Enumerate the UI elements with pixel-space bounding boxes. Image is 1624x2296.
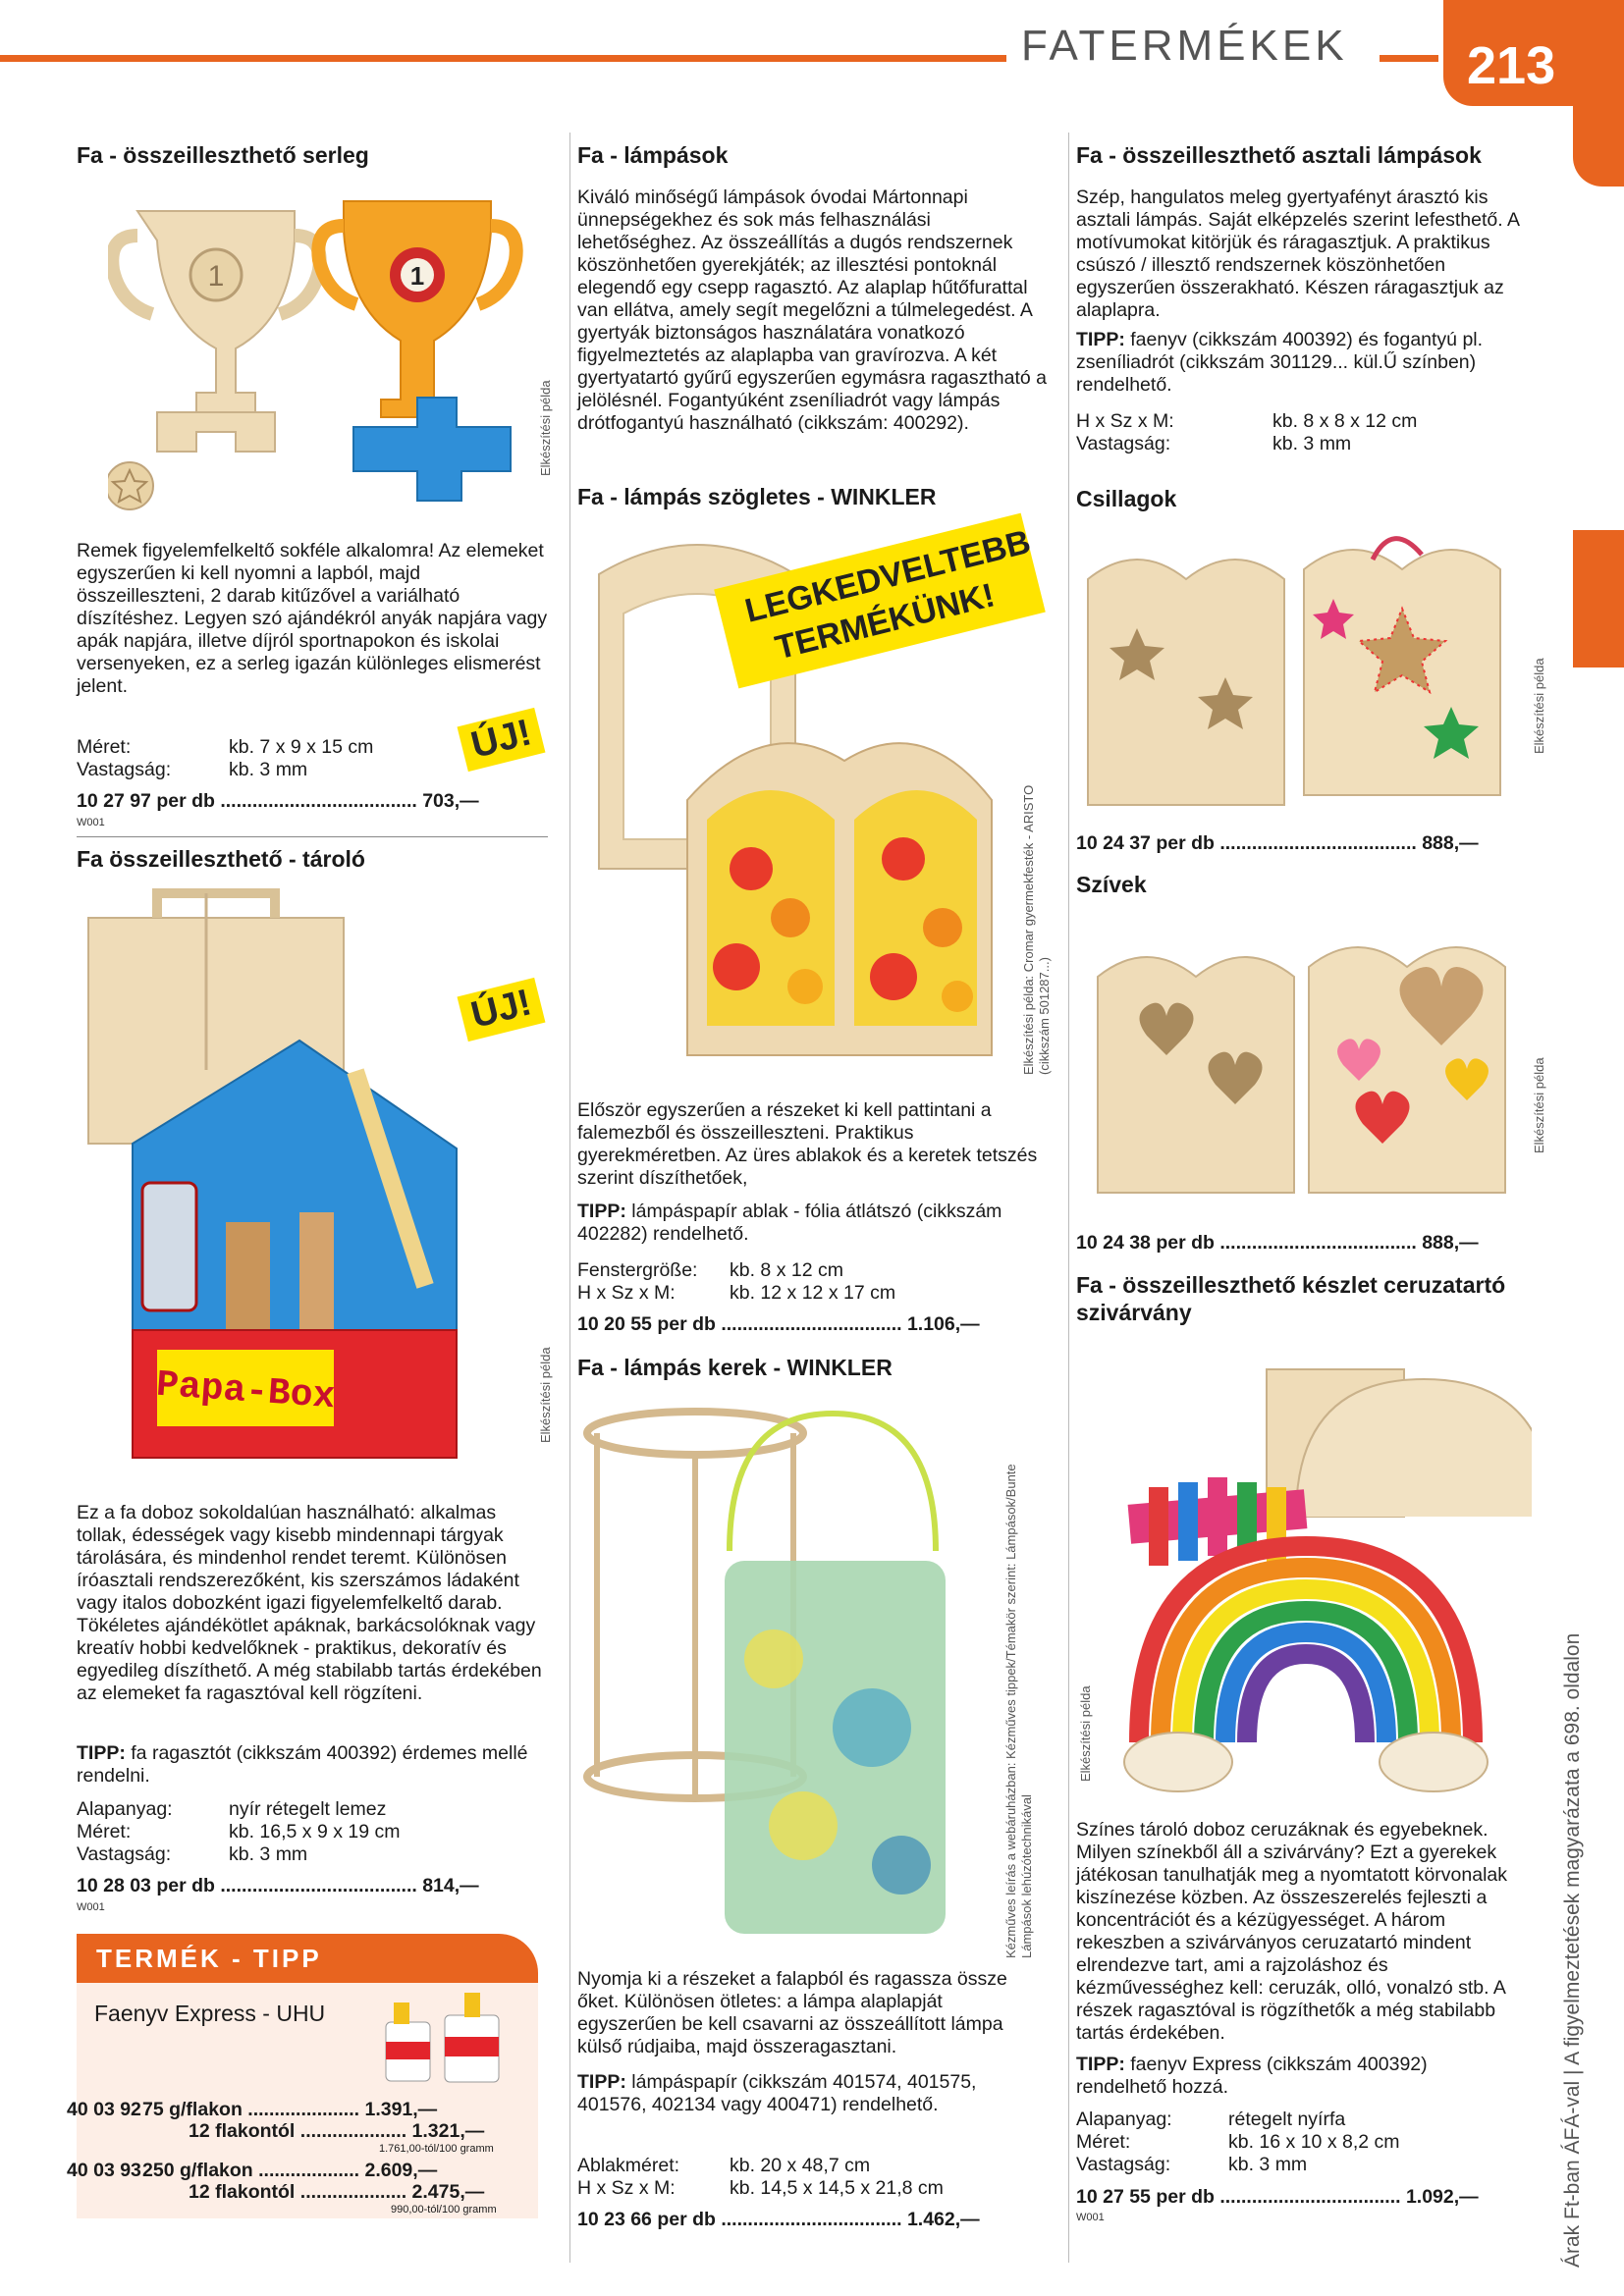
spec-key: Fenstergröße:	[577, 1259, 698, 1281]
example-label: Elkészítési példa	[1078, 1685, 1093, 1782]
tarolo-material	[77, 1798, 386, 1821]
spec-key: Ablakméret:	[577, 2155, 680, 2176]
spec-key: Vastagság:	[1076, 433, 1171, 454]
kerek-dimensions	[577, 2177, 944, 2200]
ceruza-price: 10 27 55 per db .................................. 1.092,—	[1076, 2186, 1479, 2208]
spec-key: H x Sz x M:	[577, 1282, 676, 1304]
spec-key: Méret:	[77, 1821, 132, 1842]
tip-text: faenyv Express (cikkszám 400392) rendelhető hozzá.	[1076, 2054, 1428, 2098]
example-label: Elkészítési példa	[1532, 1057, 1546, 1153]
szogletes-description: Először egyszerűen a részeket ki kell pattintani a falemezből és összeilleszteni. Praktikus gyerekméretben. Az üres ablakok és a keretek tetszés szerint díszíthetőek,	[577, 1099, 1038, 1189]
lantern-painted	[687, 743, 992, 1055]
serleg-thickness	[77, 759, 307, 781]
tip-text: lámpáspapír ablak - fólia átlátszó (cikkszám 402282) rendelhető.	[577, 1201, 1002, 1245]
example-caption: Elkészítési példa: Cromar gyermekfesték - ARISTO (cikkszám 501287...)	[1021, 784, 1052, 1075]
serleg-size	[77, 736, 373, 759]
side-note: Árak Ft-ban ÁFÁ-val | A figyelmeztetések magyarázata a 698. oldalon	[1561, 1632, 1584, 2268]
box-label: Papa-Box	[154, 1363, 337, 1419]
asztali-description: Szép, hangulatos meleg gyertyafényt árasztó kis asztali lámpás. Saját elképzelés szerint lefesthető. A motívumokat kitörjük és ráragasztjuk. A praktikus csúszó / illesztő rendszernek köszönhetően egyszerűen összerakható. Készen ráragasztjuk az alaplapra.	[1076, 187, 1519, 321]
rainbow-pencil-holder-illustration	[1119, 1330, 1532, 1811]
ceruza-material	[1076, 2109, 1345, 2131]
warning-code: W001	[1076, 2212, 1105, 2223]
tip-text: lámpáspapír (cikkszám 401574, 401575, 401576, 402134 vagy 400471) rendelhető.	[577, 2071, 977, 2115]
kerek-title: Fa - lámpás kerek - WINKLER	[577, 1355, 893, 1380]
tip-row-price: 250 g/flakon ................... 2.609,—	[142, 2160, 438, 2181]
kerek-description: Nyomja ki a részeket a falapból és ragassza össze őket. Különösen ötletes: a lámpa alaplapját egyszerűen be kell csavarni az összeállított lámpa külső rúdjaiba, majd összeragasztani.	[577, 1968, 1007, 2057]
szogletes-dimensions	[577, 1282, 895, 1305]
heart-lanterns-illustration	[1078, 928, 1510, 1222]
trophy-painted	[318, 201, 515, 501]
column-separator	[1068, 133, 1069, 2263]
szivek-title: Szívek	[1076, 872, 1147, 897]
lantern-painted-round	[725, 1414, 946, 1934]
column-separator	[569, 133, 570, 2263]
spec-value: nyír rétegelt lemez	[229, 1798, 387, 1820]
ceruza-description: Színes tároló doboz ceruzáknak és egyebeknek. Milyen színekből áll a szivárvány? Ezt a gyerekek játékosan tanulhatják meg a nyomtatott körvonalak kiszínezése közben. Az összeszerelés fejleszti a koncentrációt és a kézügyességet. A három rekeszben a szivárványos ceruzatartó mindent elrendezve tart, ami a rajzoláshoz és kézművességhez kell: ceruzák, olló, vonalzó stb. A részek ragasztóval is rögzíthetők a még stabilabb tartás érdekében.	[1076, 1819, 1508, 2044]
szogletes-price: 10 20 55 per db .................................. 1.106,—	[577, 1313, 980, 1335]
szogletes-title: Fa - lámpás szögletes - WINKLER	[577, 484, 937, 509]
papa-box-illustration	[79, 888, 540, 1477]
spec-value: kb. 3 mm	[1228, 2154, 1308, 2175]
divider	[77, 836, 548, 837]
serleg-title: Fa - összeilleszthető serleg	[77, 142, 369, 168]
spec-key: Méret:	[1076, 2131, 1131, 2153]
tarolo-title: Fa összeilleszthető - tároló	[77, 846, 365, 872]
tip-row-price: 12 flakontól .................... 2.475,—	[189, 2181, 485, 2203]
edge-tab	[1573, 106, 1624, 187]
asztali-tip	[1076, 329, 1508, 397]
spec-value: kb. 3 mm	[229, 759, 308, 780]
category-title: FATERMÉKEK	[1021, 22, 1348, 70]
tarolo-thickness	[77, 1843, 307, 1866]
header-line-left	[0, 55, 1006, 62]
tip-label: TIPP:	[1076, 2054, 1125, 2075]
warning-code: W001	[77, 1901, 105, 1913]
tip-row-price: 12 flakontól .................... 1.321,—	[189, 2120, 485, 2142]
kerek-window-size	[577, 2155, 870, 2177]
spec-value: kb. 12 x 12 x 17 cm	[730, 1282, 896, 1304]
tarolo-size	[77, 1821, 401, 1843]
tip-row-code: 40 03 92	[67, 2099, 141, 2120]
trophy-plain	[112, 211, 319, 452]
tip-row-code: 40 03 93	[67, 2160, 141, 2181]
tip-label: TIPP:	[577, 1201, 626, 1222]
spec-key: Méret:	[77, 736, 132, 758]
header-line-right	[1380, 55, 1438, 62]
spec-value: kb. 3 mm	[1272, 433, 1352, 454]
spec-value: rétegelt nyírfa	[1228, 2109, 1346, 2130]
page-number: 213	[1443, 0, 1624, 106]
csillagok-price: 10 24 37 per db ..................................... 888,—	[1076, 832, 1479, 854]
spec-value: kb. 16 x 10 x 8,2 cm	[1228, 2131, 1400, 2153]
ceruza-thickness	[1076, 2154, 1307, 2176]
kerek-price: 10 23 66 per db .................................. 1.462,—	[577, 2209, 980, 2230]
asztali-thickness	[1076, 433, 1351, 455]
spec-value: kb. 16,5 x 9 x 19 cm	[229, 1821, 401, 1842]
holder-painted	[1124, 1477, 1488, 1791]
spec-value: kb. 8 x 12 cm	[730, 1259, 843, 1281]
ceruza-size	[1076, 2131, 1400, 2154]
new-badge: ÚJ!	[458, 978, 546, 1041]
tarolo-price: 10 28 03 per db ..................................... 814,—	[77, 1875, 479, 1896]
tip-row-unit: 1.761,00-tól/100 gramm	[379, 2143, 494, 2155]
ceruza-tip	[1076, 2054, 1489, 2099]
tip-text: faenyv (cikkszám 400392) és fogantyú pl. zseníliadrót (cikkszám 301129... kül.Ű színben) rendelhető.	[1076, 329, 1484, 396]
spec-key: Vastagság:	[1076, 2154, 1171, 2175]
tip-row-unit: 990,00-tól/100 gramm	[391, 2204, 497, 2216]
serleg-price: 10 27 97 per db ..................................... 703,—	[77, 790, 479, 812]
spec-value: kb. 20 x 48,7 cm	[730, 2155, 871, 2176]
lampasok-title: Fa - lámpások	[577, 142, 729, 168]
tip-label: TIPP:	[577, 2071, 626, 2093]
trophy-illustration	[108, 191, 540, 530]
bestseller-badge: LEGKEDVELTEBB TERMÉKÜNK!	[714, 513, 1046, 689]
asztali-dimensions	[1076, 410, 1417, 433]
glue-bottle-icon	[376, 1988, 514, 2086]
spec-value: kb. 3 mm	[229, 1843, 308, 1865]
lampasok-description: Kiváló minőségű lámpások óvodai Mártonnapi ünnepségekhez és sok más felhasználási lehetőséghez. Az összeállítás a dugós rendszernek köszönhetően gyerekjáték; az illesztési pontoknál elegendő egy csepp ragasztó. Az alaplap hűtőfurattal van ellátva, amely segít megelőzni a túlmelegedést. A gyertyák biztonságos használatára vonatkozó figyelmeztetés az alaplapba van gravírozva. A két gyertyatartó gyűrű egyszerűen egymásra ragasztható a jelölésnél. Fogantyúként zseníliadrót vagy lámpás drótfogantyú használható (cikkszám: 400292).	[577, 187, 1048, 434]
tip-row-price: 75 g/flakon ..................... 1.391,—	[142, 2099, 438, 2120]
serleg-description: Remek figyelemfelkeltő sokféle alkalomra! Az elemeket egyszerűen ki kell nyomni a lapból, majd összeilleszteni, 2 darab kitűzővel a variálható díszítéshez. Legyen szó ajándékról anyák napjára vagy apák napjára, illetve díjról sportnapokon és iskolai versenyeken, ez a serleg igazán különleges elismerést jelent.	[77, 540, 548, 697]
svg-text:1: 1	[207, 260, 225, 293]
tip-text: fa ragasztót (cikkszám 400392) érdemes mellé rendelni.	[77, 1742, 528, 1787]
tarolo-description: Ez a fa doboz sokoldalúan használható: alkalmas tollak, édességek vagy kisebb mindennapi tárgyak tárolására, és mindenhol rendet teremt. Különösen íróasztali rendszerezőként, kis szerszámos ládaként vagy italos dobozként igazi figyelemfelkeltő darab. Tökéletes ajándékötlet apáknak, barkácsolóknak vagy kreatív hobbi kedvelőknek - praktikus, dekoratív és egyedileg díszíthető. A még stabilabb tartás érdekében az elemeket fa ragasztóval kell rögzíteni.	[77, 1502, 542, 1704]
spec-key: Vastagság:	[77, 1843, 172, 1865]
new-badge: ÚJ!	[458, 708, 546, 772]
spec-key: H x Sz x M:	[1076, 410, 1174, 432]
kerek-tip	[577, 2071, 980, 2116]
spec-value: kb. 7 x 9 x 15 cm	[229, 736, 374, 758]
tarolo-tip	[77, 1742, 548, 1788]
star-lanterns-illustration	[1078, 530, 1510, 825]
tip-box-title: Faenyv Express - UHU	[94, 2001, 326, 2026]
szogletes-tip	[577, 1201, 1009, 1246]
spec-key: Alapanyag:	[1076, 2109, 1172, 2130]
spec-value: kb. 8 x 8 x 12 cm	[1272, 410, 1418, 432]
spec-value: kb. 14,5 x 14,5 x 21,8 cm	[730, 2177, 944, 2199]
example-label: Elkészítési példa	[538, 380, 553, 476]
spec-key: Vastagság:	[77, 759, 172, 780]
tip-box-header: TERMÉK - TIPP	[77, 1934, 538, 1983]
round-lantern-illustration	[577, 1404, 990, 1953]
holder-plain	[1267, 1369, 1532, 1517]
szogletes-window-size	[577, 1259, 843, 1282]
szivek-price: 10 24 38 per db ..................................... 888,—	[1076, 1232, 1479, 1254]
craft-instructions-caption: Kézműves leírás a webáruházban: Kézműves tippek/Témakör szerint: Lámpások/Bunte Lámpások lehúzótechnikával	[1003, 1464, 1034, 1958]
tip-label: TIPP:	[77, 1742, 126, 1764]
csillagok-title: Csillagok	[1076, 486, 1177, 511]
warning-code: W001	[77, 817, 105, 828]
edge-tab-marker	[1573, 530, 1624, 667]
ceruza-title: Fa - összeilleszthető készlet ceruzatartó szivárvány	[1076, 1272, 1506, 1325]
tip-label: TIPP:	[1076, 329, 1125, 350]
svg-text:1: 1	[409, 261, 425, 291]
example-label: Elkészítési példa	[538, 1347, 553, 1443]
badge-star-coin	[108, 462, 153, 509]
spec-key: Alapanyag:	[77, 1798, 173, 1820]
asztali-title: Fa - összeilleszthető asztali lámpások	[1076, 142, 1482, 168]
example-label: Elkészítési példa	[1532, 658, 1546, 754]
spec-key: H x Sz x M:	[577, 2177, 676, 2199]
product-tip-box	[67, 1934, 538, 2218]
